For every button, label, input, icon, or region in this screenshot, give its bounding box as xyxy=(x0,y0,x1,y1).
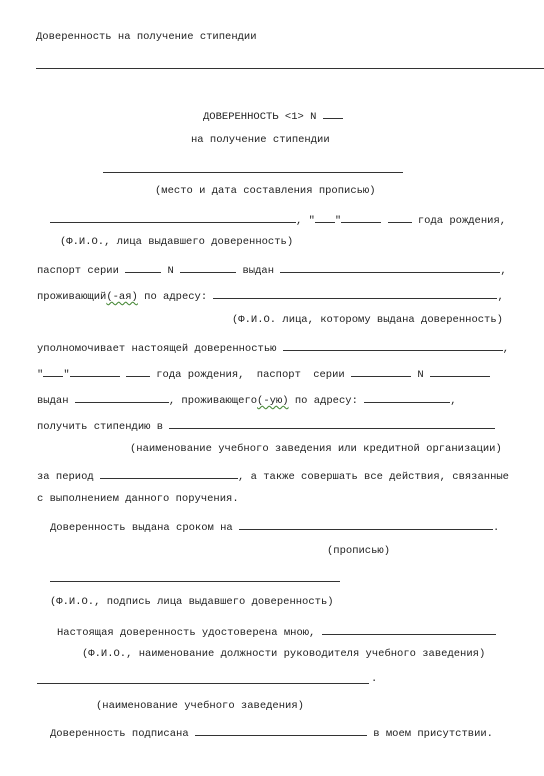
period-blank[interactable] xyxy=(100,468,238,479)
institution-caption: (наименование учебного заведения или кредитной организации) xyxy=(130,443,502,455)
passport-series-blank[interactable] xyxy=(125,262,161,273)
grantor-address-blank[interactable] xyxy=(213,288,497,299)
attorney-birth-year-blank[interactable] xyxy=(126,366,150,377)
comma: , xyxy=(450,395,457,407)
grantor-address-line xyxy=(37,288,504,304)
attorney-caption: (Ф.И.О. лица, которому выдана доверенность) xyxy=(232,314,503,326)
attorney-birth-month-blank[interactable] xyxy=(70,366,120,377)
attorney-year-label: года рождения, xyxy=(156,369,245,381)
comma: , xyxy=(500,265,507,277)
grantor-signature-caption: (Ф.И.О., подпись лица выдавшего доверенность) xyxy=(50,596,334,608)
birth-month-blank[interactable] xyxy=(341,212,381,223)
receive-stipend-text: получить стипендию в xyxy=(37,421,164,433)
attorney-passport-label: паспорт xyxy=(256,369,301,381)
doc-title-text: ДОВЕРЕННОСТЬ <1> N xyxy=(203,111,317,123)
attorney-series-label: серии xyxy=(313,369,345,381)
attorney-n-label: N xyxy=(417,369,424,381)
institution-name-caption: (наименование учебного заведения) xyxy=(96,700,304,712)
term-blank[interactable] xyxy=(239,519,493,530)
doc-number-blank[interactable] xyxy=(323,108,343,119)
dot: . xyxy=(371,673,378,685)
attorney-name-blank[interactable] xyxy=(283,340,503,351)
signer-blank[interactable] xyxy=(195,725,367,736)
execution-line: с выполнением данного поручения. xyxy=(37,493,239,505)
comma: , xyxy=(497,291,504,303)
period-text: , а также совершать все действия, связанные xyxy=(238,471,509,483)
document-header: Доверенность на получение стипендии xyxy=(36,31,257,43)
attorney-address-blank[interactable] xyxy=(364,392,450,403)
quote-close: " xyxy=(334,215,342,227)
birth-day-blank[interactable] xyxy=(315,212,335,223)
term-line xyxy=(50,519,499,535)
address-label: по адресу: xyxy=(144,291,208,303)
attorney-address-line xyxy=(37,392,457,408)
place-date-blank[interactable] xyxy=(103,172,403,173)
gender-suffix: (-ую) xyxy=(257,395,289,407)
comma: , xyxy=(502,343,510,355)
grantor-caption: (Ф.И.О., лица выдавшего доверенность) xyxy=(60,236,294,248)
issued-label: выдан xyxy=(242,265,274,277)
institution-name-blank[interactable] xyxy=(37,683,369,684)
period-line xyxy=(37,468,509,484)
quote-open: " xyxy=(37,369,44,381)
quote-close: " xyxy=(63,369,70,381)
certified-text: Настоящая доверенность удостоверена мною, xyxy=(57,627,316,639)
grantor-line xyxy=(50,212,506,228)
grantor-signature-blank[interactable] xyxy=(50,581,340,582)
institution-blank[interactable] xyxy=(169,418,495,429)
signed-text: Доверенность подписана xyxy=(50,728,189,740)
gender-suffix: (-ая) xyxy=(106,291,138,303)
grantor-name-blank[interactable] xyxy=(50,212,296,223)
doc-title xyxy=(203,108,343,124)
doc-subtitle: на получение стипендии xyxy=(191,134,330,146)
attorney-series-blank[interactable] xyxy=(351,366,411,377)
residing-label: проживающий xyxy=(37,291,107,303)
birth-year-blank[interactable] xyxy=(388,212,412,223)
attorney-birth-day-blank[interactable] xyxy=(43,366,63,377)
attorney-issued-blank[interactable] xyxy=(75,392,169,403)
quote-open: , " xyxy=(296,215,315,227)
attorney-passport-line xyxy=(37,366,490,382)
period-label: за период xyxy=(37,471,94,483)
attorney-number-blank[interactable] xyxy=(430,366,490,377)
head-caption: (Ф.И.О., наименование должности руководителя учебного заведения) xyxy=(82,648,486,660)
issued-label: выдан xyxy=(37,395,69,407)
passport-label: паспорт серии xyxy=(37,265,119,277)
passport-n-label: N xyxy=(167,265,174,277)
birth-year-label: года рождения, xyxy=(417,215,507,227)
dot: . xyxy=(493,522,500,534)
term-text: Доверенность выдана сроком на xyxy=(50,522,233,534)
header-divider xyxy=(36,68,544,69)
place-date-caption: (место и дата составления прописью) xyxy=(155,185,376,197)
in-words-caption: (прописью) xyxy=(327,545,391,557)
address-label: по адресу: xyxy=(294,395,358,407)
grantor-passport-line xyxy=(37,262,507,278)
signed-line xyxy=(50,725,493,741)
authorizes-line xyxy=(37,340,509,356)
residing-label: , проживающего xyxy=(168,395,258,407)
authorizes-text: уполномочивает настоящей доверенностью xyxy=(37,343,277,355)
receive-stipend-line xyxy=(37,418,495,434)
passport-number-blank[interactable] xyxy=(180,262,236,273)
passport-issued-blank[interactable] xyxy=(280,262,500,273)
presence-text: в моем присутствии. xyxy=(373,728,493,740)
certified-line xyxy=(57,624,496,640)
certifier-blank[interactable] xyxy=(322,624,496,635)
